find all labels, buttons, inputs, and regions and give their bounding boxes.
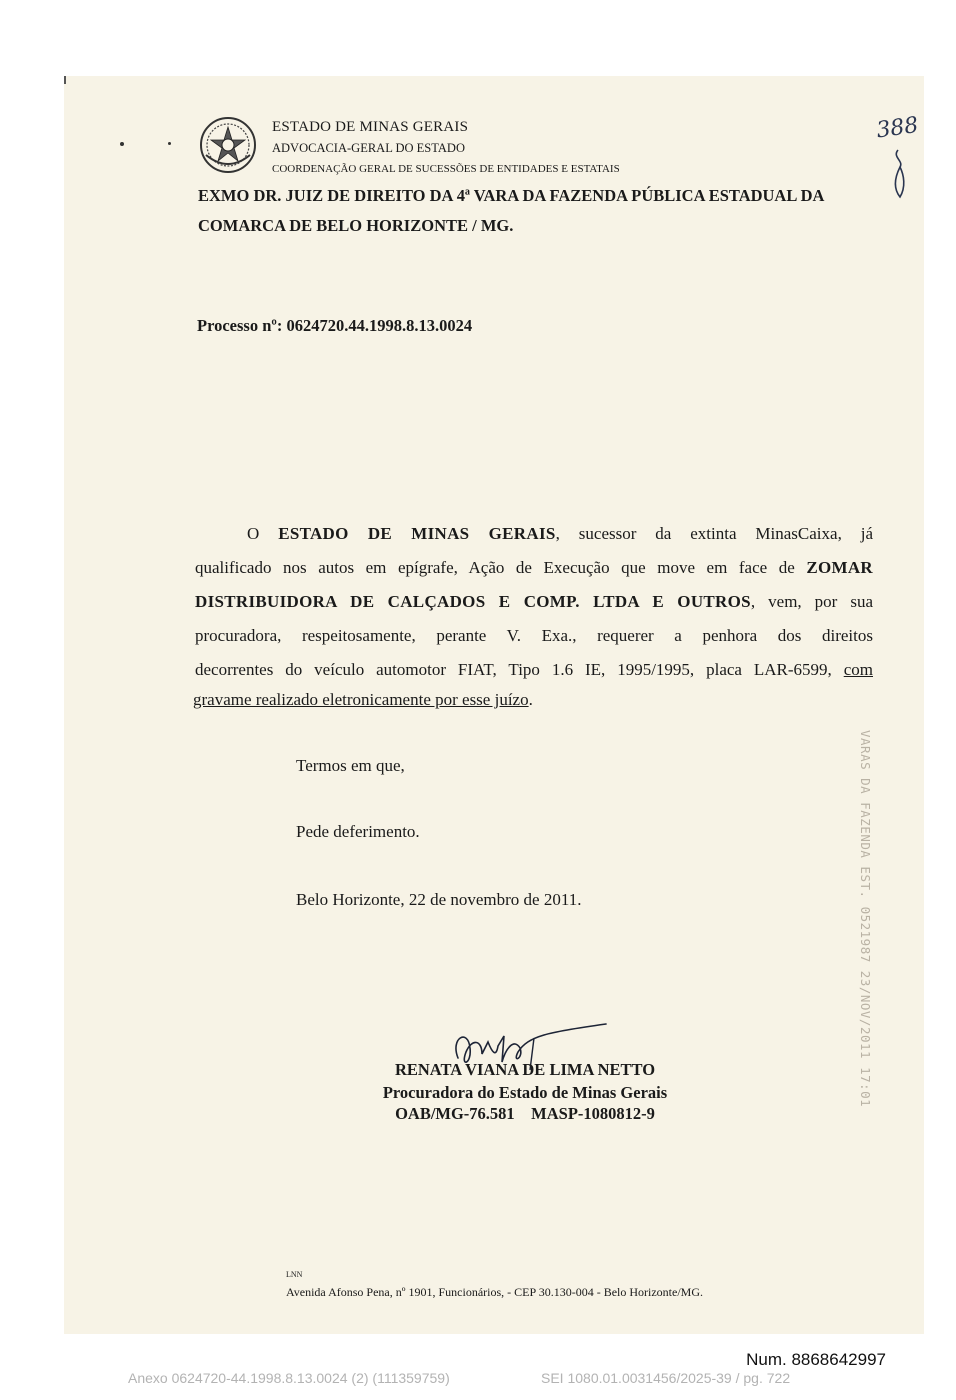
closing-date: Belo Horizonte, 22 de novembro de 2011. [296,890,582,909]
stamp-text: VARAS DA FAZENDA EST. 0521987 23/NOV/2011 17:01 [858,730,873,1108]
body-line-5: decorrentes do veículo automotor FIAT, Tipo 1.6 IE, 1995/1995, placa LAR-6599, com [195,660,873,679]
body-line-4: procuradora, respeitosamente, perante V. Exa., requerer a penhora dos direitos [195,626,873,645]
annex-reference: Anexo 0624720-44.1998.8.13.0024 (2) (111359759) [128,1370,450,1386]
signatory-name: RENATA VIANA DE LIMA NETTO [394,1060,656,1079]
handwritten-page-number [870,105,920,205]
header-state: ESTADO DE MINAS GERAIS [272,119,469,135]
closing-deferimento: Pede deferimento. [296,822,420,841]
body-line-3: DISTRIBUIDORA DE CALÇADOS E COMP. LTDA E OUTROS, vem, por sua [195,592,873,611]
document-number: Num. 8868642997 [746,1350,886,1369]
body-line-1: O ESTADO DE MINAS GERAIS, sucessor da extinta MinasCaixa, já [247,524,874,543]
page-number-text: 388 [874,112,920,144]
state-coat-of-arms-icon [198,115,258,175]
addressee-line-1: EXMO DR. JUIZ DE DIREITO DA 4ª VARA DA FAZENDA PÚBLICA ESTADUAL DA [198,186,825,205]
scan-speck [120,142,124,146]
process-number: Processo nº: 0624720.44.1998.8.13.0024 [197,316,473,335]
header-coordination: COORDENAÇÃO GERAL DE SUCESSÕES DE ENTIDADES E ESTATAIS [272,163,620,175]
footer-address: Avenida Afonso Pena, nº 1901, Funcionários, - CEP 30.130-004 - Belo Horizonte/MG. [286,1285,704,1299]
header-agency: ADVOCACIA-GERAL DO ESTADO [272,141,465,155]
signatory-registration: OAB/MG-76.581 MASP-1080812-9 [395,1104,655,1123]
scan-speck [168,142,171,145]
body-line-2: qualificado nos autos em epígrafe, Ação de Execução que move em face de ZOMAR [195,558,873,577]
sei-reference: SEI 1080.01.0031456/2025-39 / pg. 722 [541,1370,791,1386]
page-corner-mark [64,76,66,84]
closing-termos: Termos em que, [296,756,405,775]
addressee-line-2: COMARCA DE BELO HORIZONTE / MG. [198,216,514,235]
author-initials: LNN [286,1270,303,1279]
body-line-6: gravame realizado eletronicamente por esse juízo. [193,690,533,709]
court-receipt-stamp [855,730,875,1108]
signatory-title: Procuradora do Estado de Minas Gerais [382,1083,668,1102]
